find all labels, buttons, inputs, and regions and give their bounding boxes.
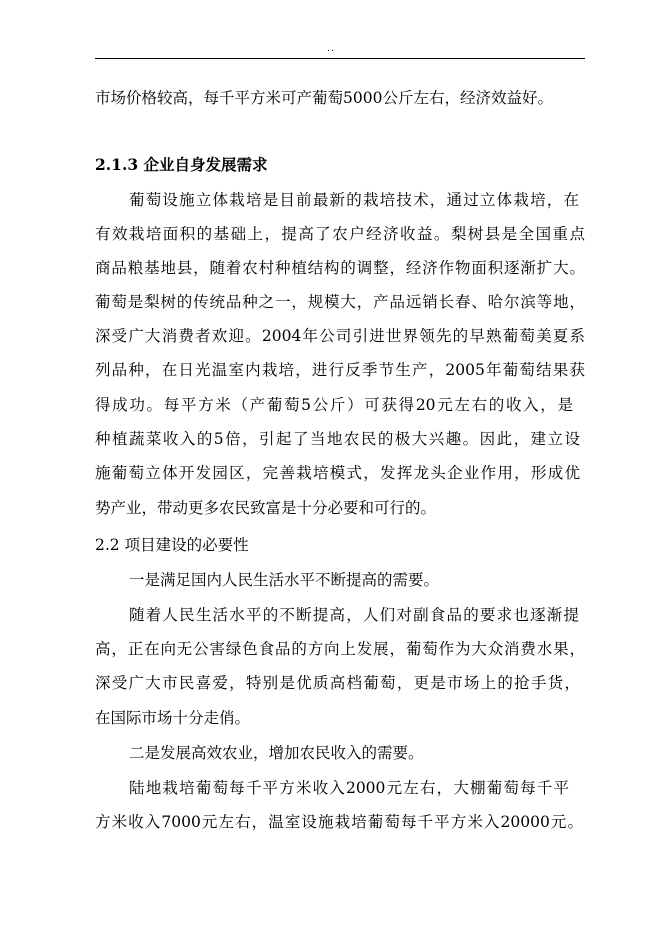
- paragraph-line: 深受广大消费者欢迎。2004年公司引进世界领先的早熟葡萄美夏系: [95, 327, 585, 345]
- paragraph-line: 随着人民生活水平的不断提高，人们对副食品的要求也逐渐提: [129, 606, 579, 624]
- paragraph-line: 有效栽培面积的基础上，提高了农户经济收益。梨树县是全国重点: [95, 225, 585, 243]
- paragraph-line: 二是发展高效农业，增加农民收入的需要。: [129, 744, 424, 762]
- paragraph-line: 葡萄是梨树的传统品种之一，规模大，产品远销长春、哈尔滨等地，: [95, 293, 585, 311]
- paragraph-line: 高，正在向无公害绿色食品的方向上发展，葡萄作为大众消费水果，: [95, 640, 585, 658]
- paragraph-line: 势产业，带动更多农民致富是十分必要和可行的。: [95, 499, 437, 517]
- paragraph-line: 陆地栽培葡萄每千平方米收入2000元左右，大棚葡萄每千平: [129, 779, 569, 797]
- paragraph-line: 种植蔬菜收入的5倍，引起了当地农民的极大兴趣。因此，建立设: [95, 430, 580, 448]
- section-heading-2-1-3: 2.1.3 企业自身发展需求: [95, 155, 268, 174]
- paragraph-line: 深受广大市民喜爱，特别是优质高档葡萄，更是市场上的抢手货，: [95, 674, 580, 692]
- section-heading-2-2: 2.2 项目建设的必要性: [95, 536, 249, 554]
- page-header-mark: ..: [327, 44, 335, 54]
- paragraph-line: 商品粮基地县，随着农村种植结构的调整，经济作物面积逐渐扩大。: [95, 259, 585, 277]
- paragraph-line: 市场价格较高，每千平方米可产葡萄5000公斤左右，经济效益好。: [95, 89, 553, 107]
- paragraph-line: 一是满足国内人民生活水平不断提高的需要。: [129, 571, 440, 589]
- header-rule: [95, 58, 585, 59]
- paragraph-line: 列品种，在日光温室内栽培，进行反季节生产，2005年葡萄结果获: [95, 361, 585, 379]
- paragraph-line: 葡萄设施立体栽培是目前最新的栽培技术，通过立体栽培，在: [129, 191, 579, 209]
- paragraph-line: 施葡萄立体开发园区，完善栽培模式，发挥龙头企业作用，形成优: [95, 464, 580, 482]
- paragraph-line: 得成功。每平方米（产葡萄5公斤）可获得20元左右的收入，是: [95, 396, 573, 414]
- paragraph-line: 在国际市场十分走俏。: [95, 709, 251, 727]
- paragraph-line: 方米收入7000元左右，温室设施栽培葡萄每千平方米入20000元。: [95, 813, 583, 831]
